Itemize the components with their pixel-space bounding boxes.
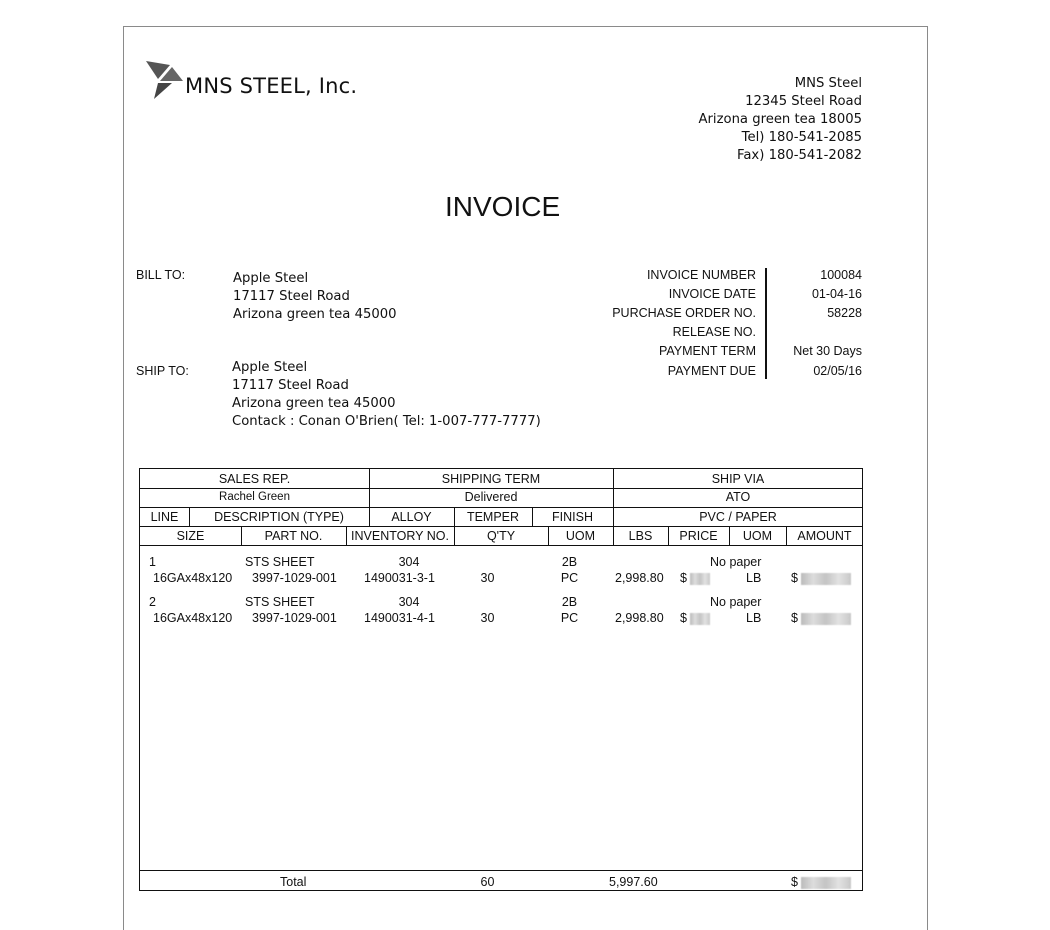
item-inventory-no: 1490031-4-1 bbox=[364, 611, 435, 625]
company-name: MNS STEEL, Inc. bbox=[185, 74, 358, 98]
header-temper: TEMPER bbox=[466, 510, 520, 524]
item-size: 16GAx48x120 bbox=[153, 611, 233, 625]
ship-to-line: Contack : Conan O'Brien( Tel: 1-007-777-7777) bbox=[232, 414, 541, 429]
item-lbs: 2,998.80 bbox=[615, 571, 664, 585]
item-line: 1 bbox=[149, 555, 156, 569]
payment-term-label: PAYMENT TERM bbox=[658, 344, 756, 358]
ship-to-line: Apple Steel bbox=[232, 360, 308, 375]
item-description: STS SHEET bbox=[245, 555, 315, 569]
company-logo-icon bbox=[146, 61, 184, 101]
header-amount: AMOUNT bbox=[797, 529, 852, 543]
bill-to-line: Arizona green tea 45000 bbox=[233, 307, 397, 322]
invoice-meta-values bbox=[793, 268, 862, 383]
header-part-no: PART NO. bbox=[264, 529, 323, 543]
total-label: Total bbox=[280, 875, 307, 889]
header-finish: FINISH bbox=[552, 510, 593, 524]
item-qty: 30 bbox=[480, 611, 495, 625]
address-line: MNS Steel bbox=[794, 76, 862, 91]
header-alloy: ALLOY bbox=[391, 510, 432, 524]
header-line: LINE bbox=[150, 510, 179, 524]
invoice-number-value: 100084 bbox=[820, 268, 862, 282]
address-line: Arizona green tea 18005 bbox=[698, 112, 862, 127]
header-shipping-term: SHIPPING TERM bbox=[441, 472, 541, 486]
bill-to-line: Apple Steel bbox=[233, 271, 309, 286]
release-no-value bbox=[793, 325, 862, 344]
payment-term-value: Net 30 Days bbox=[793, 344, 862, 358]
invoice-meta-labels bbox=[612, 268, 756, 383]
address-line: Tel) 180-541-2085 bbox=[741, 130, 862, 145]
header-lbs: LBS bbox=[628, 529, 653, 543]
sales-rep-value: Rachel Green bbox=[219, 491, 290, 503]
item-part-no: 3997-1029-001 bbox=[252, 571, 337, 585]
total-amount bbox=[791, 875, 851, 889]
item-finish: 2B bbox=[561, 595, 578, 609]
address-line: 12345 Steel Road bbox=[745, 94, 862, 109]
bill-to-line: 17117 Steel Road bbox=[233, 289, 350, 304]
items-table bbox=[139, 468, 863, 891]
ship-via-value: ATO bbox=[725, 490, 751, 504]
invoice-number-label: INVOICE NUMBER bbox=[646, 268, 756, 282]
payment-due-value: 02/05/16 bbox=[813, 364, 862, 378]
address-line: Fax) 180-541-2082 bbox=[736, 148, 862, 163]
payment-due-label: PAYMENT DUE bbox=[667, 364, 756, 378]
purchase-order-label: PURCHASE ORDER NO. bbox=[612, 306, 756, 320]
item-amount-prefix: $ bbox=[791, 611, 798, 625]
header-inventory-no: INVENTORY NO. bbox=[351, 529, 449, 543]
item-qty: 30 bbox=[480, 571, 495, 585]
header-sales-rep: SALES REP. bbox=[218, 472, 291, 486]
table-rule bbox=[140, 526, 862, 527]
item-uom: PC bbox=[560, 611, 579, 625]
header-description: DESCRIPTION (TYPE) bbox=[214, 510, 344, 524]
bill-to-label: BILL TO: bbox=[136, 268, 186, 282]
item-inventory-no: 1490031-3-1 bbox=[364, 571, 435, 585]
item-price-uom: LB bbox=[746, 571, 762, 585]
release-no-label: RELEASE NO. bbox=[672, 325, 756, 339]
item-price bbox=[680, 611, 710, 625]
item-paper: No paper bbox=[710, 555, 762, 569]
company-address bbox=[698, 75, 862, 165]
table-rule bbox=[140, 545, 862, 546]
invoice-date-value: 01-04-16 bbox=[811, 287, 862, 301]
table-rule bbox=[140, 507, 862, 508]
header-size: SIZE bbox=[176, 529, 205, 543]
item-amount-prefix: $ bbox=[791, 571, 798, 585]
shipping-term-value: Delivered bbox=[464, 490, 518, 504]
header-uom: UOM bbox=[565, 529, 596, 543]
item-size: 16GAx48x120 bbox=[153, 571, 233, 585]
item-uom: PC bbox=[560, 571, 579, 585]
item-amount bbox=[791, 611, 851, 625]
item-amount bbox=[791, 571, 851, 585]
header-pvc-paper: PVC / PAPER bbox=[699, 510, 777, 524]
item-line: 2 bbox=[149, 595, 156, 609]
purchase-order-value: 58228 bbox=[827, 306, 862, 320]
table-rule bbox=[140, 488, 862, 489]
redacted-amount bbox=[801, 613, 851, 625]
item-description: STS SHEET bbox=[245, 595, 315, 609]
document-title: INVOICE bbox=[445, 191, 561, 222]
header-ship-via: SHIP VIA bbox=[711, 472, 765, 486]
table-rule bbox=[140, 870, 862, 871]
total-lbs: 5,997.60 bbox=[609, 875, 658, 889]
invoice-date-label: INVOICE DATE bbox=[668, 287, 756, 301]
item-alloy: 304 bbox=[398, 595, 420, 609]
meta-divider bbox=[765, 268, 767, 379]
header-qty: Q'TY bbox=[486, 529, 516, 543]
item-lbs: 2,998.80 bbox=[615, 611, 664, 625]
total-amount-prefix: $ bbox=[791, 875, 798, 889]
item-price-prefix: $ bbox=[680, 611, 687, 625]
header-price: PRICE bbox=[679, 529, 718, 543]
header-price-uom: UOM bbox=[742, 529, 773, 543]
item-price bbox=[680, 571, 710, 585]
item-part-no: 3997-1029-001 bbox=[252, 611, 337, 625]
item-paper: No paper bbox=[710, 595, 762, 609]
redacted-amount bbox=[801, 573, 851, 585]
ship-to-line: 17117 Steel Road bbox=[232, 378, 349, 393]
item-finish: 2B bbox=[561, 555, 578, 569]
redacted-price bbox=[690, 573, 710, 585]
item-price-uom: LB bbox=[746, 611, 762, 625]
ship-to-address bbox=[232, 359, 541, 431]
item-alloy: 304 bbox=[398, 555, 420, 569]
ship-to-line: Arizona green tea 45000 bbox=[232, 396, 396, 411]
bill-to-address bbox=[233, 270, 397, 324]
redacted-total bbox=[801, 877, 851, 889]
ship-to-label: SHIP TO: bbox=[136, 364, 189, 378]
item-price-prefix: $ bbox=[680, 571, 687, 585]
redacted-price bbox=[690, 613, 710, 625]
total-qty: 60 bbox=[480, 875, 495, 889]
